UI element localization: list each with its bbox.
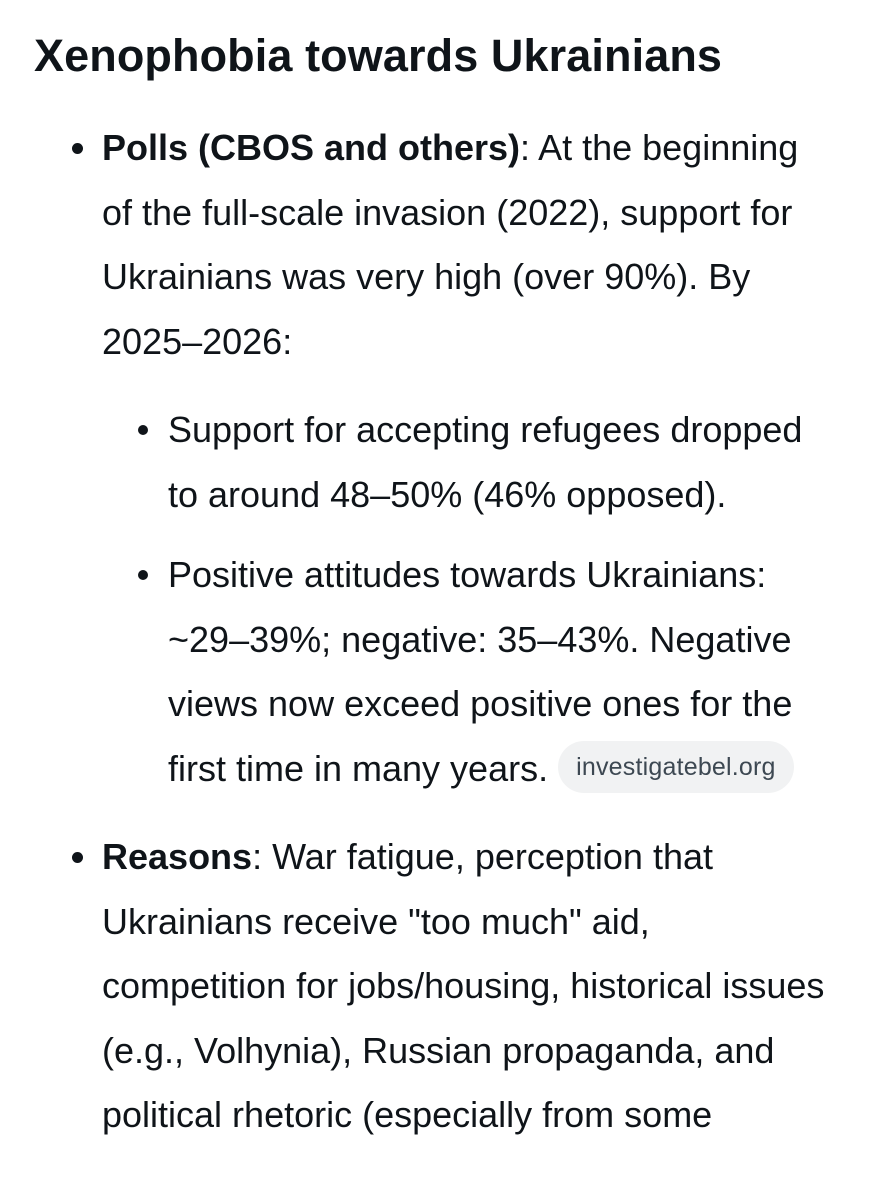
bullet-dot-icon (138, 425, 148, 435)
bullet-dot-icon (72, 852, 83, 863)
list-item-text (102, 127, 798, 362)
list-item-text (102, 836, 824, 1135)
list-item-reasons (0, 825, 876, 1148)
sub-list-item-text: Positive attitudes towards Ukrainians: ~29–39%; negative: 35–43%. Negative views now exceed positive ones for the first time in many years. (168, 554, 793, 789)
sub-bullet-list (168, 398, 836, 801)
list-item-bold-label: Polls (CBOS and others) (102, 127, 521, 168)
list-item-bold-label: Reasons (102, 836, 253, 877)
bullet-list (0, 116, 876, 1148)
sub-list-item-attitudes (168, 543, 836, 801)
section-heading: Xenophobia towards Ukrainians (34, 30, 723, 81)
list-item-body: : At the beginning of the full-scale invasion (2022), support for Ukrainians was very high (over 90%). By 2025–2026: (102, 127, 799, 362)
bullet-dot-icon (138, 570, 148, 580)
list-item-polls (0, 116, 876, 801)
bullet-dot-icon (72, 143, 83, 154)
sub-list-item-text: Support for accepting refugees dropped to around 48–50% (46% opposed). (168, 409, 803, 515)
source-link-chip[interactable]: investigatebel.org (558, 741, 794, 793)
list-item-body: : War fatigue, perception that Ukrainians receive "too much" aid, competition for jobs/housing, historical issues (e.g., Volhynia), Russian propaganda, and political rhetoric (especially from some (102, 836, 825, 1135)
sub-list-item-refugees (168, 398, 836, 527)
